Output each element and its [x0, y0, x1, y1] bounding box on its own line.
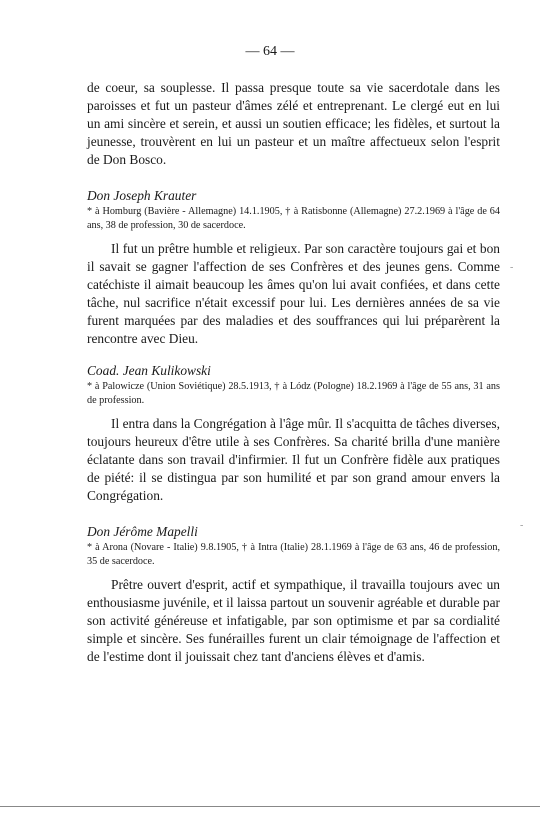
intro-paragraph: de coeur, sa souplesse. Il passa presque toute sa vie sacerdotale dans les paroisses et fut un pasteur d'âmes zélé et entreprenant. Le clergé eut en lui un ami sincère et serein, et aussi un soutien efficace; les fidèles, et surtout la jeunesse, trouvèrent en lui un pasteur et un maître affectueux selon l'esprit de Don Bosco. [87, 80, 500, 167]
obituary-text: Il fut un prêtre humble et religieux. Par son caractère toujours gai et bon il savait se gagner l'affection de ses Confrères et des jeunes gens. Comme catéchiste il aimait beaucoup les âmes qu'on lui avait confiées, et dans cette tâche, nul sacrifice n'était excessif pour lui. Les dernières années de sa vie furent marquées par des maladies et des souffrances qui lui préparèrent la rencontre avec Dieu. [87, 241, 500, 346]
margin-mark: - [510, 262, 514, 273]
obituary-name: Don Jérôme Mapelli [87, 524, 198, 539]
obituary-details: * à Homburg (Bavière - Allemagne) 14.1.1905, † à Ratisbonne (Allemagne) 27.2.1969 à l'âge de 64 ans, 38 de profession, 30 de sacerdoce. [87, 206, 500, 231]
obituary-name: Coad. Jean Kulikowski [87, 363, 211, 378]
obituary-text: Prêtre ouvert d'esprit, actif et sympathique, il travailla toujours avec un enthousiasme juvénile, et il laissa partout un souvenir agréable et durable par son activité généreuse et infatigable, par son optimisme et par sa cordialité simple et sincère. Ses funérailles furent un clair témoignage de l'affection et de l'estime dont il jouissait chez tant d'anciens élèves et d'amis. [87, 577, 500, 664]
obituary-details: * à Palowicze (Union Soviétique) 28.5.1913, † à Lódz (Pologne) 18.2.1969 à l'âge de 55 ans, 31 ans de profession. [87, 381, 500, 406]
page-edge-rule [0, 806, 540, 807]
obituary-text: Il entra dans la Congrégation à l'âge mûr. Il s'acquitta de tâches diverses, toujours heureux d'être utile à ses Confrères. Sa charité brilla d'une manière éclatante dans son travail d'infirmier. Il fut un Confrère fidèle aux pratiques de piété: il se distingua par son humilité et par son grand amour envers la Congrégation. [87, 416, 500, 503]
obituary-name: Don Joseph Krauter [87, 188, 197, 203]
obituary-details: * à Arona (Novare - Italie) 9.8.1905, † à Intra (Italie) 28.1.1969 à l'âge de 63 ans, 46 de profession, 35 de sacerdoce. [87, 542, 500, 567]
margin-mark: - [520, 520, 524, 531]
page-number: — 64 — [245, 44, 295, 59]
